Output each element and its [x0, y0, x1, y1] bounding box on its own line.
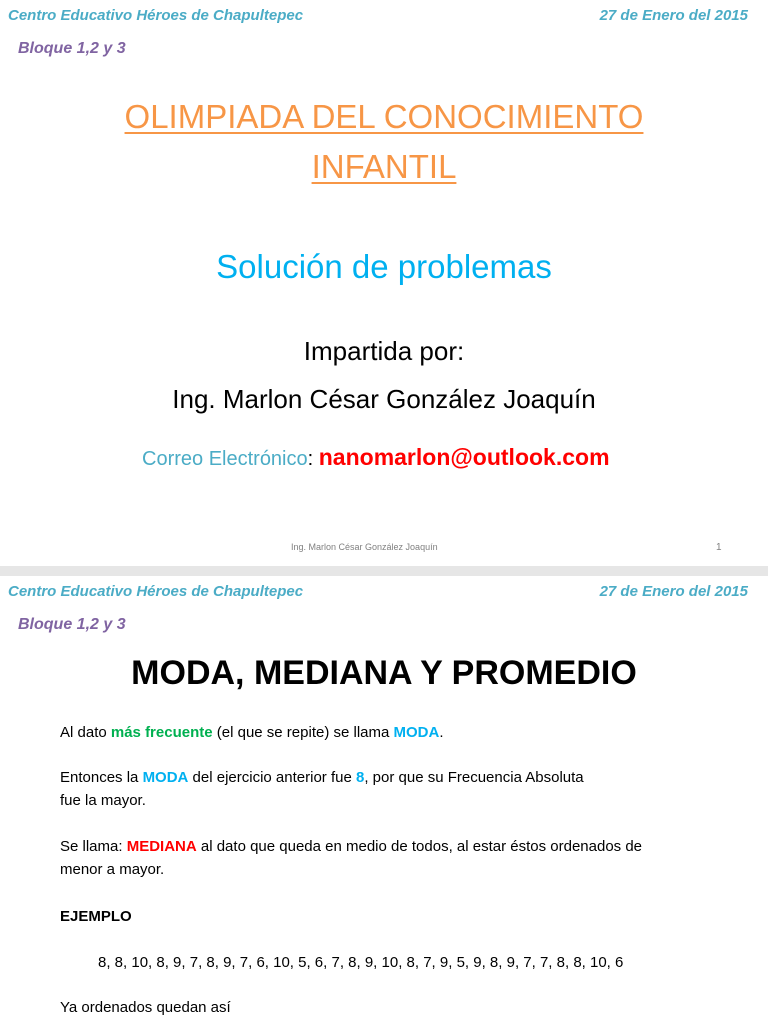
slide-title: MODA, MEDIANA Y PROMEDIO [131, 654, 637, 692]
email-line [142, 444, 610, 471]
school-name: Centro Educativo Héroes de Chapultepec [8, 7, 304, 24]
author-name: Ing. Marlon César González Joaquín [172, 384, 596, 414]
highlight-moda: MODA [142, 769, 189, 786]
by-label: Impartida por: [303, 336, 465, 366]
highlight-moda: MODA [393, 724, 440, 741]
text-run: . [439, 724, 444, 741]
example-data: 8, 8, 10, 8, 9, 7, 8, 9, 7, 6, 10, 5, 6, 7, 8, 9, 10, 8, 7, 9, 5, 9, 8, 9, 7, 7, 8, 8, 10, 6 [98, 954, 624, 971]
example-label: EJEMPLO [60, 908, 132, 925]
title-line-2: INFANTIL [311, 148, 457, 185]
bloque-label: Bloque 1,2 y 3 [18, 616, 126, 633]
highlight-mas-frecuente: más frecuente [110, 724, 213, 741]
slide-date: 27 de Enero del 2015 [599, 583, 748, 600]
ordered-label: Ya ordenados quedan así [60, 999, 231, 1016]
bloque-label: Bloque 1,2 y 3 [18, 40, 126, 57]
slide-date: 27 de Enero del 2015 [599, 7, 748, 24]
moda-definition [60, 721, 750, 744]
email-colon: : [307, 448, 314, 470]
text-run: fue la mayor. [60, 792, 146, 809]
moda-example-explanation [60, 766, 750, 812]
slide-divider [0, 566, 768, 576]
text-run: (el que se repite) se llama [212, 724, 394, 741]
title-line-1: OLIMPIADA DEL CONOCIMIENTO [124, 98, 644, 135]
email-link[interactable]: nanomarlon@outlook.com [318, 444, 610, 470]
highlight-mediana: MEDIANA [126, 838, 197, 855]
mediana-definition [60, 835, 750, 881]
slide-2 [0, 576, 768, 1024]
text-run: del ejercicio anterior fue [188, 769, 356, 786]
footer-author: Ing. Marlon César González Joaquín [291, 542, 438, 552]
school-name: Centro Educativo Héroes de Chapultepec [8, 583, 304, 600]
text-run: menor a mayor. [60, 861, 165, 878]
text-run: Al dato [60, 724, 111, 741]
text-run: Se llama: [60, 838, 127, 855]
email-label: Correo Electrónico [142, 448, 308, 470]
highlight-value-8: 8 [355, 769, 365, 786]
text-run: Entonces la [60, 769, 143, 786]
text-run: , por que su Frecuencia Absoluta [364, 769, 584, 786]
slide-title [0, 92, 768, 192]
text-run: al dato que queda en medio de todos, al estar éstos ordenados de [196, 838, 643, 855]
slide-subtitle: Solución de problemas [216, 248, 552, 285]
footer-page-number: 1 [716, 542, 722, 553]
